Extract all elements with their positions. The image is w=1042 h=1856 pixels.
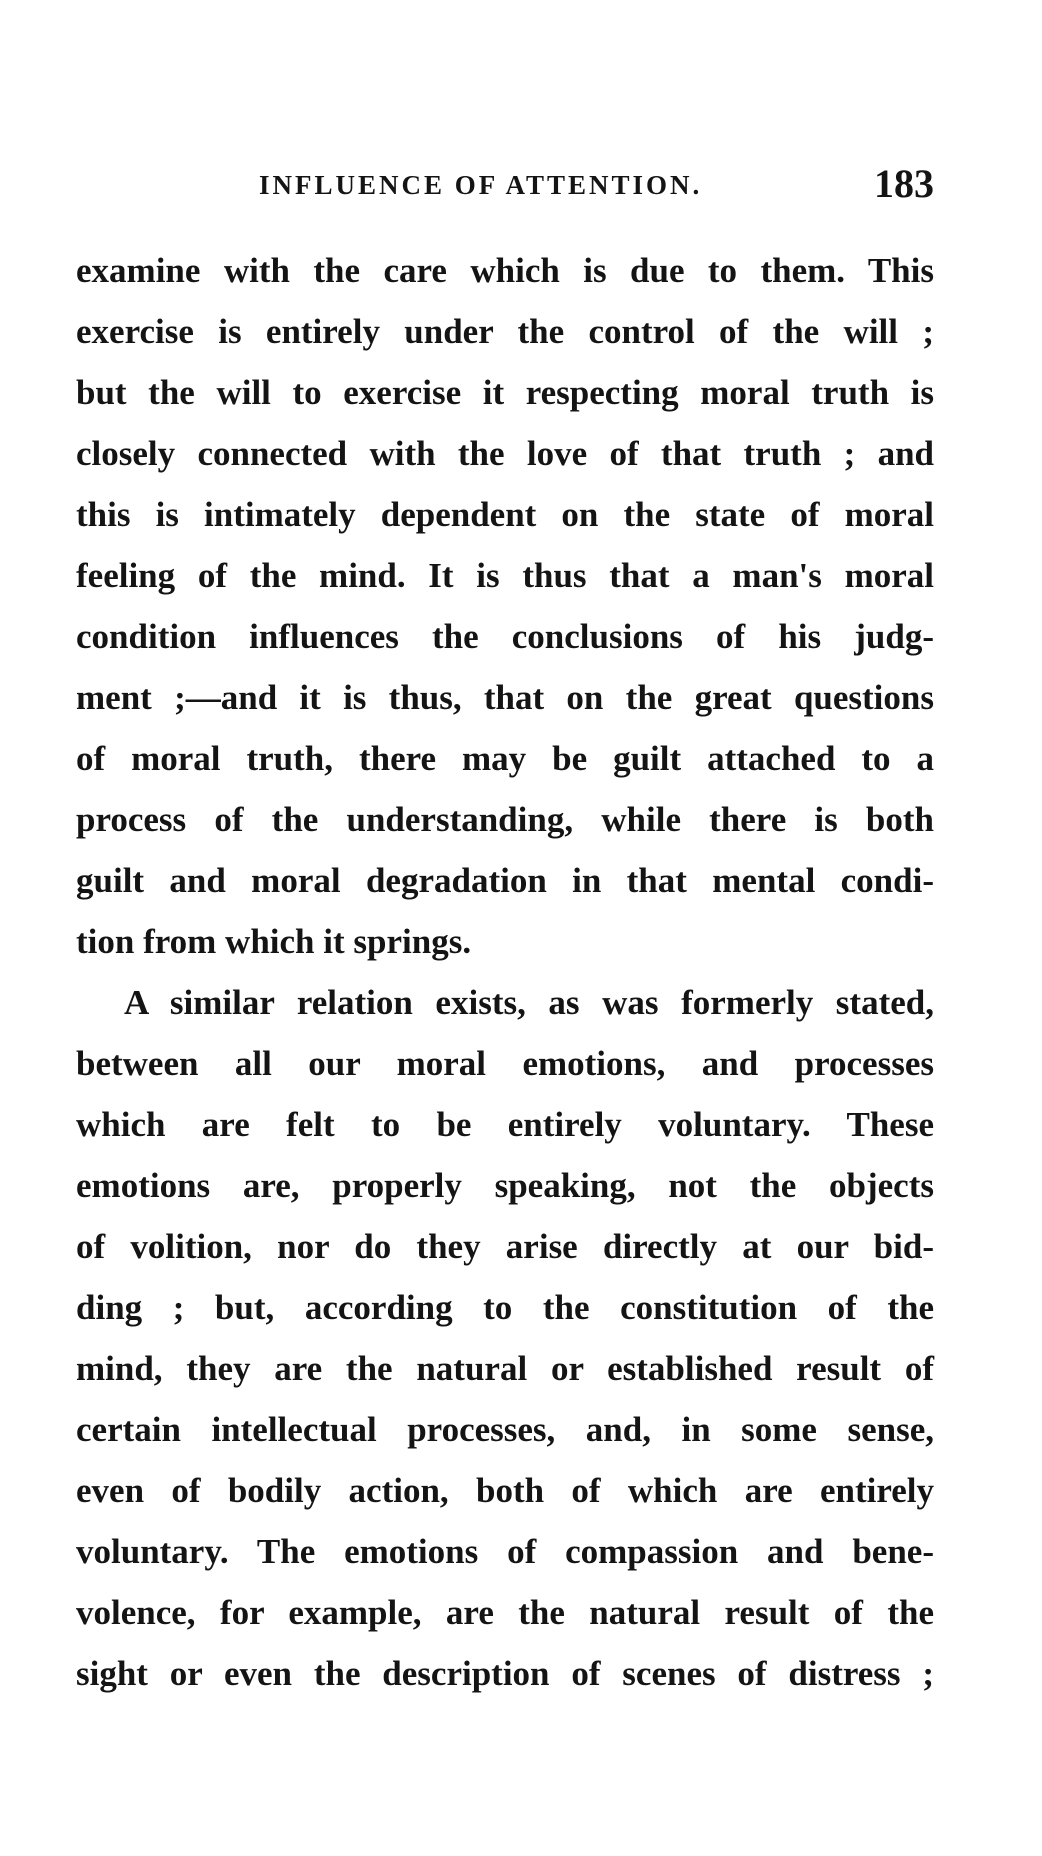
text-line: exercise is entirely under the control of the will ;: [76, 312, 934, 351]
text-line: condition influences the conclusions of his judg-: [76, 617, 934, 656]
paragraph-1: [76, 240, 934, 972]
text-line: closely connected with the love of that truth ; and: [76, 434, 934, 473]
text-line: tion from which it springs.: [76, 922, 472, 961]
text-line: sight or even the description of scenes of distress ;: [76, 1654, 934, 1693]
text-line: ding ; but, according to the constitution of the: [76, 1288, 934, 1327]
paragraph-2: [76, 972, 934, 1704]
text-line: ment ;—and it is thus, that on the great questions: [76, 678, 934, 717]
text-line: even of bodily action, both of which are entirely: [76, 1471, 934, 1510]
page-number: 183: [874, 161, 934, 206]
running-head: [76, 160, 934, 210]
text-line: process of the understanding, while there is both: [76, 800, 934, 839]
text-line: certain intellectual processes, and, in some sense,: [76, 1410, 934, 1449]
text-line: A similar relation exists, as was formerly stated,: [124, 983, 934, 1022]
text-line: this is intimately dependent on the state of moral: [76, 495, 934, 534]
text-line: guilt and moral degradation in that mental condi-: [76, 861, 934, 900]
text-line: but the will to exercise it respecting moral truth is: [76, 373, 934, 412]
text-line: voluntary. The emotions of compassion and bene-: [76, 1532, 934, 1571]
text-line: mind, they are the natural or established result of: [76, 1349, 934, 1388]
text-line: between all our moral emotions, and processes: [76, 1044, 934, 1083]
text-line: which are felt to be entirely voluntary. These: [76, 1105, 934, 1144]
text-line: of volition, nor do they arise directly at our bid-: [76, 1227, 934, 1266]
body-text: [76, 240, 934, 1704]
text-line: feeling of the mind. It is thus that a man's moral: [76, 556, 934, 595]
text-line: emotions are, properly speaking, not the objects: [76, 1166, 934, 1205]
text-line: of moral truth, there may be guilt attached to a: [76, 739, 934, 778]
text-line: examine with the care which is due to them. This: [76, 251, 934, 290]
text-line: volence, for example, are the natural result of the: [76, 1593, 934, 1632]
running-title: INFLUENCE OF ATTENTION.: [259, 170, 703, 200]
